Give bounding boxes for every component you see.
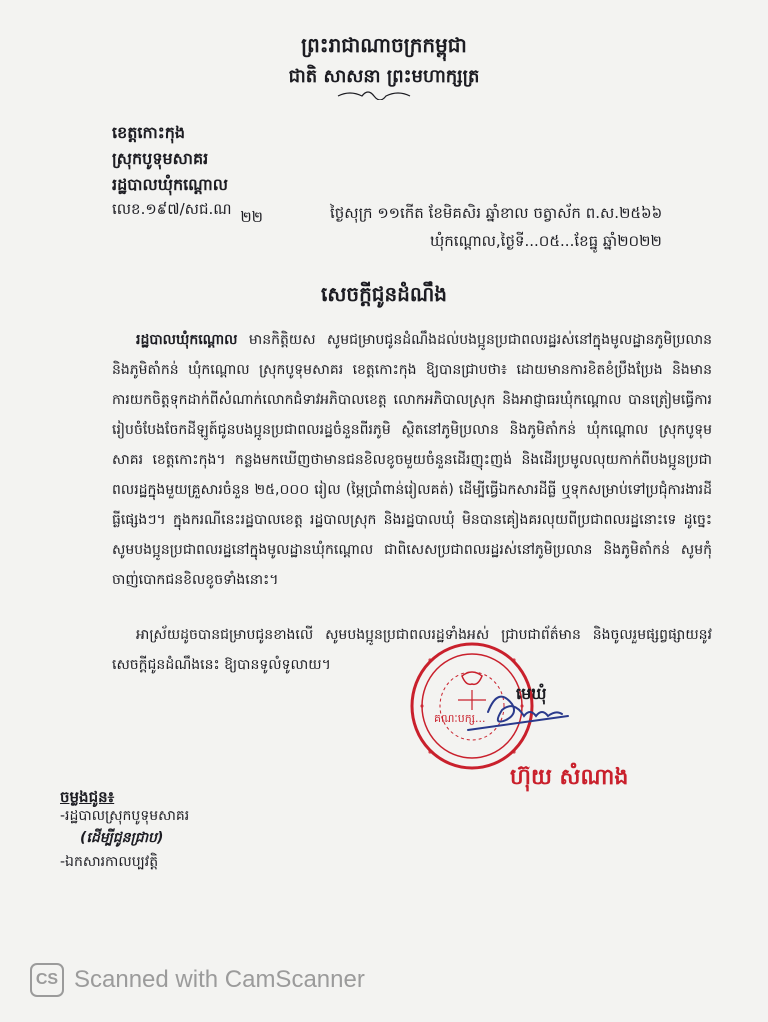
cc-item: -ឯកសារកាលប្បវត្តិ bbox=[60, 854, 159, 870]
signatory-title: មេឃុំ bbox=[516, 684, 547, 703]
reference-number-text: លេខ.១៩៧/សជ.ណ bbox=[112, 200, 232, 218]
cc-title: ចម្លងជូន៖ bbox=[60, 788, 115, 806]
body-lead: រដ្ឋបាលឃុំកណ្តោល bbox=[136, 332, 238, 348]
cc-item: -រដ្ឋបាលស្រុកបូទុមសាគរ bbox=[60, 808, 190, 824]
date-solar: ឃុំកណ្តោល,ថ្ងៃទី...០៥...ខែធ្នូ ឆ្នាំ២០២២ bbox=[430, 232, 662, 250]
cc-note: (ដើម្បីជូនជ្រាប) bbox=[80, 830, 164, 846]
kingdom-heading: ព្រះរាជាណាចក្រកម្ពុជា bbox=[301, 33, 467, 57]
camscanner-watermark bbox=[30, 960, 365, 1000]
camscanner-logo-icon: CS bbox=[30, 963, 64, 997]
document-title: សេចក្តីជូនដំណឹង bbox=[321, 282, 447, 306]
reference-year: ២២ bbox=[240, 208, 264, 226]
signatory-name: ហ៊ុយ សំណាង bbox=[510, 765, 629, 790]
seal-text: គណៈបក្ស... bbox=[434, 712, 486, 725]
issuer-province: ខេត្តកោះកុង bbox=[112, 123, 186, 142]
body-paragraph-1-text: មានកិត្តិយស សូមជម្រាបជូនដំណឹងដល់បងប្អូនប្រជាពលរដ្ឋរស់នៅក្នុងមូលដ្ឋានភូមិប្រលាន និងភូមិតាំកន់ ឃុំកណ្តោល ស្រុកបូទុមសាគរ ខេត្តកោះកុង ឱ្យបានជ្រាបថា៖ ដោយមានការខិតខំប្រឹងប្រែង និងមានការយកចិត្តទុកដាក់ពីសំណាក់លោកជំទាវអភិបាលខេត្ត លោកអភិបាលស្រុក និងអាជ្ញាធរឃុំកណ្តោល បានត្រៀមធ្វើការរៀបចំបែងចែកដីឡូត៍ជូនបងប្អូនប្រជាពលរដ្ឋចំនួនពីរភូមិ ស្ថិតនៅភូមិប្រលាន និងភូមិតាំកន់ ឃុំកណ្តោល ស្រុកបូទុមសាគរ ខេត្តកោះកុង។ កន្លងមកឃើញថាមានជនខិលខូចមួយចំនួនដើរញុះញង់ និងដើរប្រមូលលុយកាក់ពីបងប្អូនប្រជាពលរដ្ឋក្នុងមួយគ្រួសារចំនួន ២៥,០០០ រៀល (ម្ភៃប្រាំពាន់រៀលគត់) ដើម្បីធ្វើឯកសារដីធ្លី ឬទុកសម្រាប់ទៅប្រជុំការងារដីធ្លីផ្សេងៗ។ ក្នុងករណីនេះរដ្ឋបាលខេត្ត រដ្ឋបាលស្រុក និងរដ្ឋបាលឃុំ មិនបានគៀងគរលុយពីប្រជាពលរដ្ឋនោះទេ ដូច្នេះសូមបងប្អូនប្រជាពលរដ្ឋនៅក្នុងមូលដ្ឋានឃុំកណ្តោល ជាពិសេសប្រជាពលរដ្ឋរស់នៅភូមិប្រលាន និងភូមិតាំកន់ សូមកុំចាញ់បោកជនខិលខូចទាំងនោះ។ bbox=[112, 332, 713, 588]
date-lunar: ថ្ងៃសុក្រ ១១កើត ខែមិគសិរ ឆ្នាំខាល ចត្វាស័ក ព.ស.២៥៦៦ bbox=[330, 204, 663, 222]
body-paragraph-2: អាស្រ័យដូចបានជម្រាបជូនខាងលើ សូមបងប្អូនប្រជាពលរដ្ឋទាំងអស់ ជ្រាបជាព័ត៌មាន និងចូលរួមផ្សព្វផ្សាយនូវសេចក្តីជូនដំណឹងនេះ ឱ្យបានទូលំទូលាយ។ bbox=[112, 627, 712, 673]
camscanner-text: Scanned with CamScanner bbox=[74, 966, 365, 993]
national-motto: ជាតិ សាសនា ព្រះមហាក្សត្រ bbox=[288, 66, 480, 87]
issuer-district: ស្រុកបូទុមសាគរ bbox=[112, 149, 209, 168]
issuer-commune: រដ្ឋបាលឃុំកណ្តោល bbox=[112, 175, 229, 194]
